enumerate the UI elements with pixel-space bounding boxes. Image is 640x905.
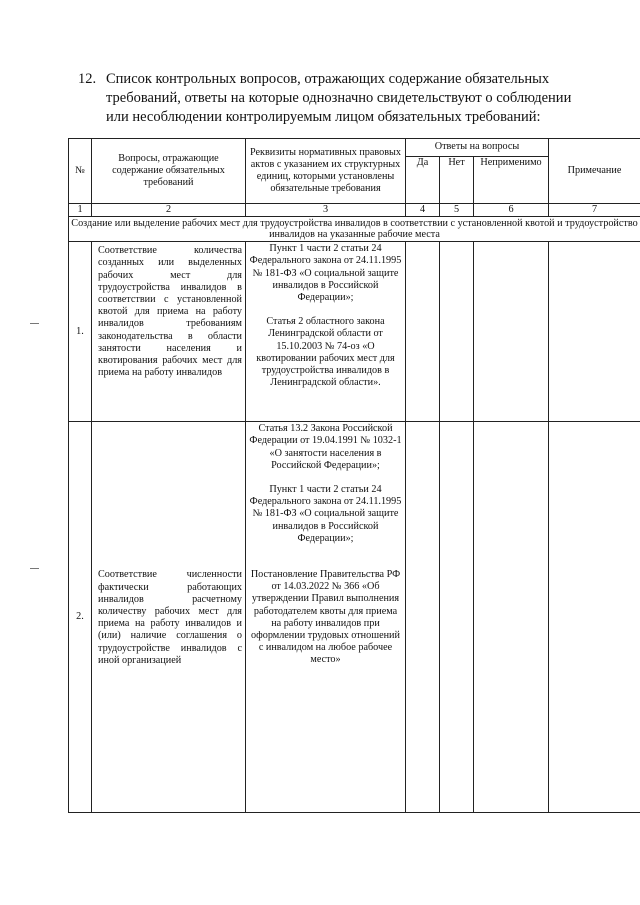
row-number: 2. xyxy=(69,422,92,813)
header-answers: Ответы на вопросы xyxy=(406,139,549,157)
question-cell: Соответствие количества созданных или выделенных рабочих мест для трудоустройства инвалидов в соответствии с установленной квотой для приема на работу инвалидов требованиям законодательства в области занятости населения и квотирования рабочих мест для приема на работу инвалидов xyxy=(92,242,246,422)
header-no: Нет xyxy=(440,157,474,204)
section-title: Создание или выделение рабочих мест для трудоустройства инвалидов в соответствии с установленной квотой и трудоустройство инвалидов на указанные рабочие места xyxy=(69,217,640,242)
row-number: 1. xyxy=(69,242,92,422)
column-number: 5 xyxy=(440,204,474,217)
legal-reference: Пункт 1 части 2 статьи 24 Федерального закона от 24.11.1995 № 181-ФЗ «О социальной защите инвалидов в Российской Федерации»; xyxy=(249,243,402,304)
legal-reference: Статья 2 областного закона Ленинградской области от 15.10.2003 № 74-оз «О квотировании рабочих мест для трудоустройства инвалидов в Ленинградской области». xyxy=(256,316,395,389)
answer-yes-cell[interactable] xyxy=(406,242,440,422)
answer-no-cell[interactable] xyxy=(440,242,474,422)
section-row xyxy=(69,217,640,242)
table-row xyxy=(69,242,640,422)
legal-reference: Постановление Правительства РФ от 14.03.2022 № 366 «Об утверждении Правил выполнения работодателем квоты для приема на работу инвалидов при оформлении трудовых отношений с инвалидом на любое рабочее место» xyxy=(250,569,401,666)
header-requisites: Реквизиты нормативных правовых актов с указанием их структурных единиц, которыми установлены обязательные требования xyxy=(246,139,406,204)
header-question: Вопросы, отражающие содержание обязательных требований xyxy=(92,139,246,204)
heading-line-1: Список контрольных вопросов, отражающих содержание обязательных xyxy=(106,71,550,87)
question-cell: Соответствие численности фактически работающих инвалидов расчетному количеству рабочих мест для приема на работу инвалидов и (или) наличие соглашения о трудоустройстве инвалидов с иной организацией xyxy=(92,422,246,813)
margin-mark xyxy=(30,323,39,324)
column-number: 4 xyxy=(406,204,440,217)
requirements-table xyxy=(68,138,640,813)
header-not-applicable: Неприменимо xyxy=(474,157,549,204)
header-number: № xyxy=(69,139,92,204)
heading-line-3: или несоблюдении контролируемым лицом обязательных требований: xyxy=(106,109,541,125)
requisites-cell xyxy=(246,242,406,422)
header-yes: Да xyxy=(406,157,440,204)
header-note: Примечание xyxy=(549,139,640,204)
column-numbers-row xyxy=(69,204,640,217)
column-number: 7 xyxy=(549,204,640,217)
answer-not-applicable-cell[interactable] xyxy=(474,422,549,813)
answer-not-applicable-cell[interactable] xyxy=(474,242,549,422)
answer-yes-cell[interactable] xyxy=(406,422,440,813)
legal-reference: Пункт 1 части 2 статьи 24 Федерального закона от 24.11.1995 № 181-ФЗ «О социальной защите инвалидов в Российской Федерации»; xyxy=(249,484,402,544)
note-cell[interactable] xyxy=(549,422,640,813)
answer-no-cell[interactable] xyxy=(440,422,474,813)
note-cell[interactable] xyxy=(549,242,640,422)
margin-mark xyxy=(30,568,39,569)
list-heading xyxy=(78,70,600,127)
legal-reference: Статья 13.2 Закона Российской Федерации от 19.04.1991 № 1032-1 «О занятости населения в Российской Федерации»; xyxy=(249,423,402,471)
heading-line-2: требований, ответы на которые однозначно свидетельствуют о соблюдении xyxy=(106,90,572,106)
column-number: 1 xyxy=(69,204,92,217)
table-row xyxy=(69,422,640,813)
heading-number: 12. xyxy=(78,71,97,87)
column-number: 2 xyxy=(92,204,246,217)
requisites-cell xyxy=(246,422,406,813)
column-number: 6 xyxy=(474,204,549,217)
column-number: 3 xyxy=(246,204,406,217)
